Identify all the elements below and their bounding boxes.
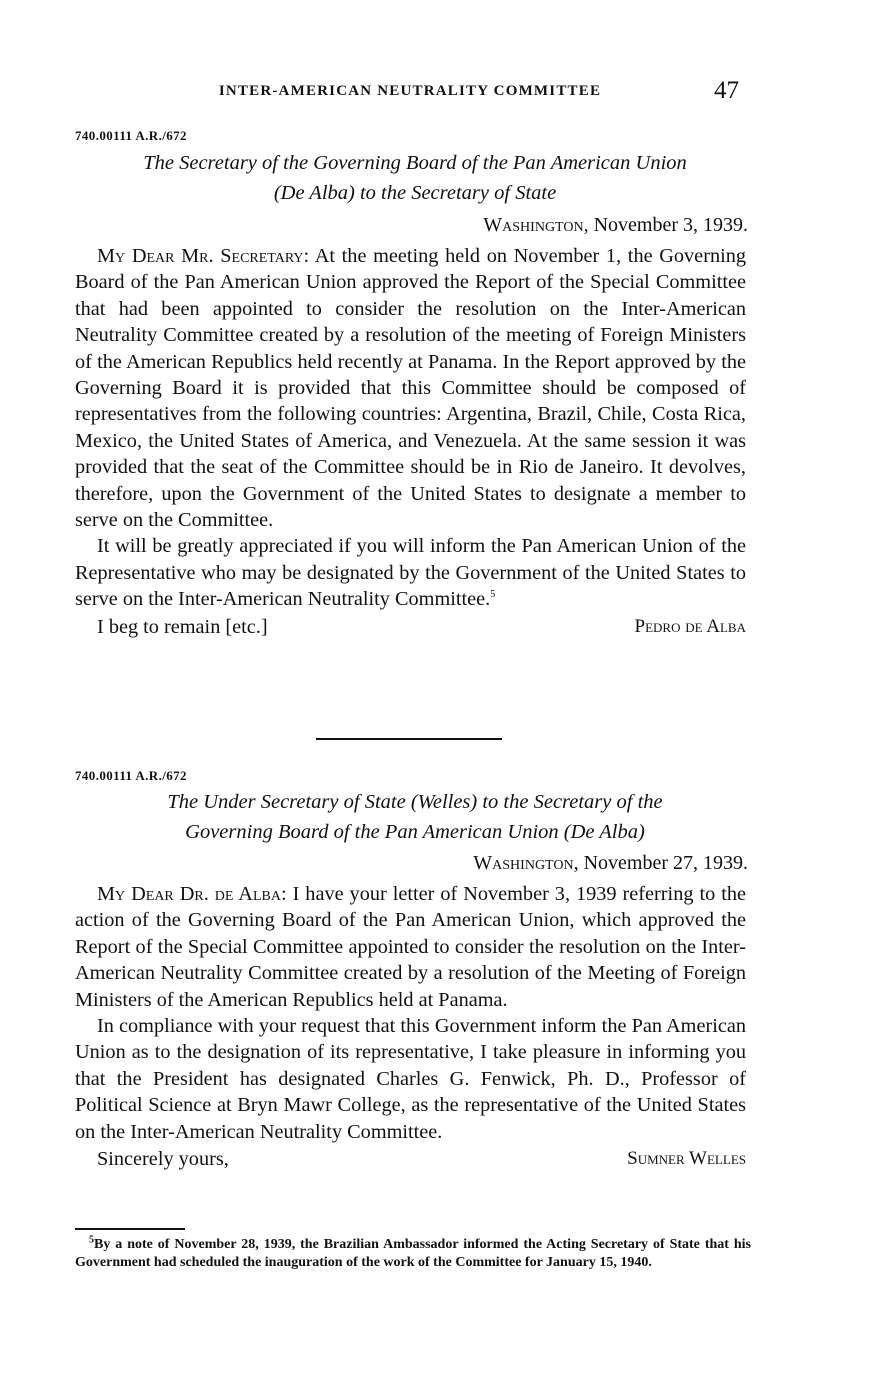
complimentary-close: Sincerely yours,: [97, 1148, 229, 1171]
closing-line: [75, 1146, 746, 1172]
page-number: 47: [714, 77, 739, 104]
title-line: (De Alba) to the Secretary of State: [273, 182, 557, 204]
paragraph: [75, 881, 746, 1013]
footnote-ref: 5: [490, 589, 496, 601]
dateline-date: , November 27, 1939.: [573, 852, 748, 874]
letter-body: [75, 881, 746, 1172]
section-divider: [316, 738, 502, 740]
paragraph-text: It will be greatly appreciated if you will inform the Pan American Union of the Representative who may be designated by the Government of the United States to serve on the Inter-American Neutrality Committee.: [75, 535, 746, 611]
signature: Sumner Welles: [627, 1148, 746, 1170]
letter-body: [75, 243, 746, 640]
salutation: My Dear Mr. Secretary: [97, 245, 304, 267]
title-line: The Under Secretary of State (Welles) to the Secretary of the: [167, 791, 663, 813]
paragraph: [75, 533, 746, 612]
title-line: Governing Board of the Pan American Union (De Alba): [185, 821, 645, 843]
paragraph: [75, 243, 746, 533]
dateline-place: Washington: [473, 852, 574, 874]
footnote-text: By a note of November 28, 1939, the Brazilian Ambassador informed the Acting Secretary of State that his Government had scheduled the inauguration of the work of the Committee for January 15, 1940.: [75, 1237, 751, 1270]
running-head: INTER-AMERICAN NEUTRALITY COMMITTEE: [218, 83, 602, 99]
file-number: 740.00111 A.R./672: [75, 768, 187, 783]
complimentary-close: I beg to remain [etc.]: [97, 615, 268, 638]
paragraph: [75, 1013, 746, 1145]
closing-line: [75, 614, 746, 640]
document-title: [60, 148, 770, 208]
file-number: 740.00111 A.R./672: [75, 128, 187, 143]
footnote: [75, 1236, 751, 1271]
document-title: [60, 787, 770, 847]
dateline-place: Washington: [483, 214, 584, 236]
dateline: [473, 852, 748, 875]
dateline-date: , November 3, 1939.: [583, 214, 748, 236]
signature: Pedro de Alba: [634, 615, 746, 637]
footnote-divider: [75, 1228, 185, 1230]
dateline: [483, 214, 748, 237]
footnote-marker: 5: [89, 1234, 94, 1246]
paragraph-text: : I have your letter of November 3, 1939 referring to the action of the Governing Board of the Pan American Union, which approved the Report of the Special Committee appointed to consider the resolution on the Inter-American Neutrality Committee created by a resolution of the Meeting of Foreign Ministers of the American Republics held at Panama.: [75, 883, 746, 1011]
salutation: My Dear Dr. de Alba: [97, 883, 281, 905]
paragraph-text: : At the meeting held on November 1, the Governing Board of the Pan American Union approved the Report of the Special Committee that had been appointed to consider the resolution on the Inter-American Neutrality Committee created by a resolution of the meeting of Foreign Ministers of the American Republics held recently at Panama. In the Report approved by the Governing Board it is provided that this Committee should be composed of representatives from the following countries: Argentina, Brazil, Chile, Costa Rica, Mexico, the United States of America, and Venezuela. At the same session it was provided that the seat of the Committee should be in Rio de Janeiro. It devolves, therefore, upon the Government of the United States to designate a member to serve on the Committee.: [75, 245, 746, 532]
title-line: The Secretary of the Governing Board of the Pan American Union: [143, 152, 687, 174]
paragraph-text: In compliance with your request that this Government inform the Pan American Union as to the designation of its representative, I take pleasure in informing you that the President has designated Charles G. Fenwick, Ph. D., Professor of Political Science at Bryn Mawr College, as the representative of the United States on the Inter-American Neutrality Committee.: [75, 1015, 746, 1143]
